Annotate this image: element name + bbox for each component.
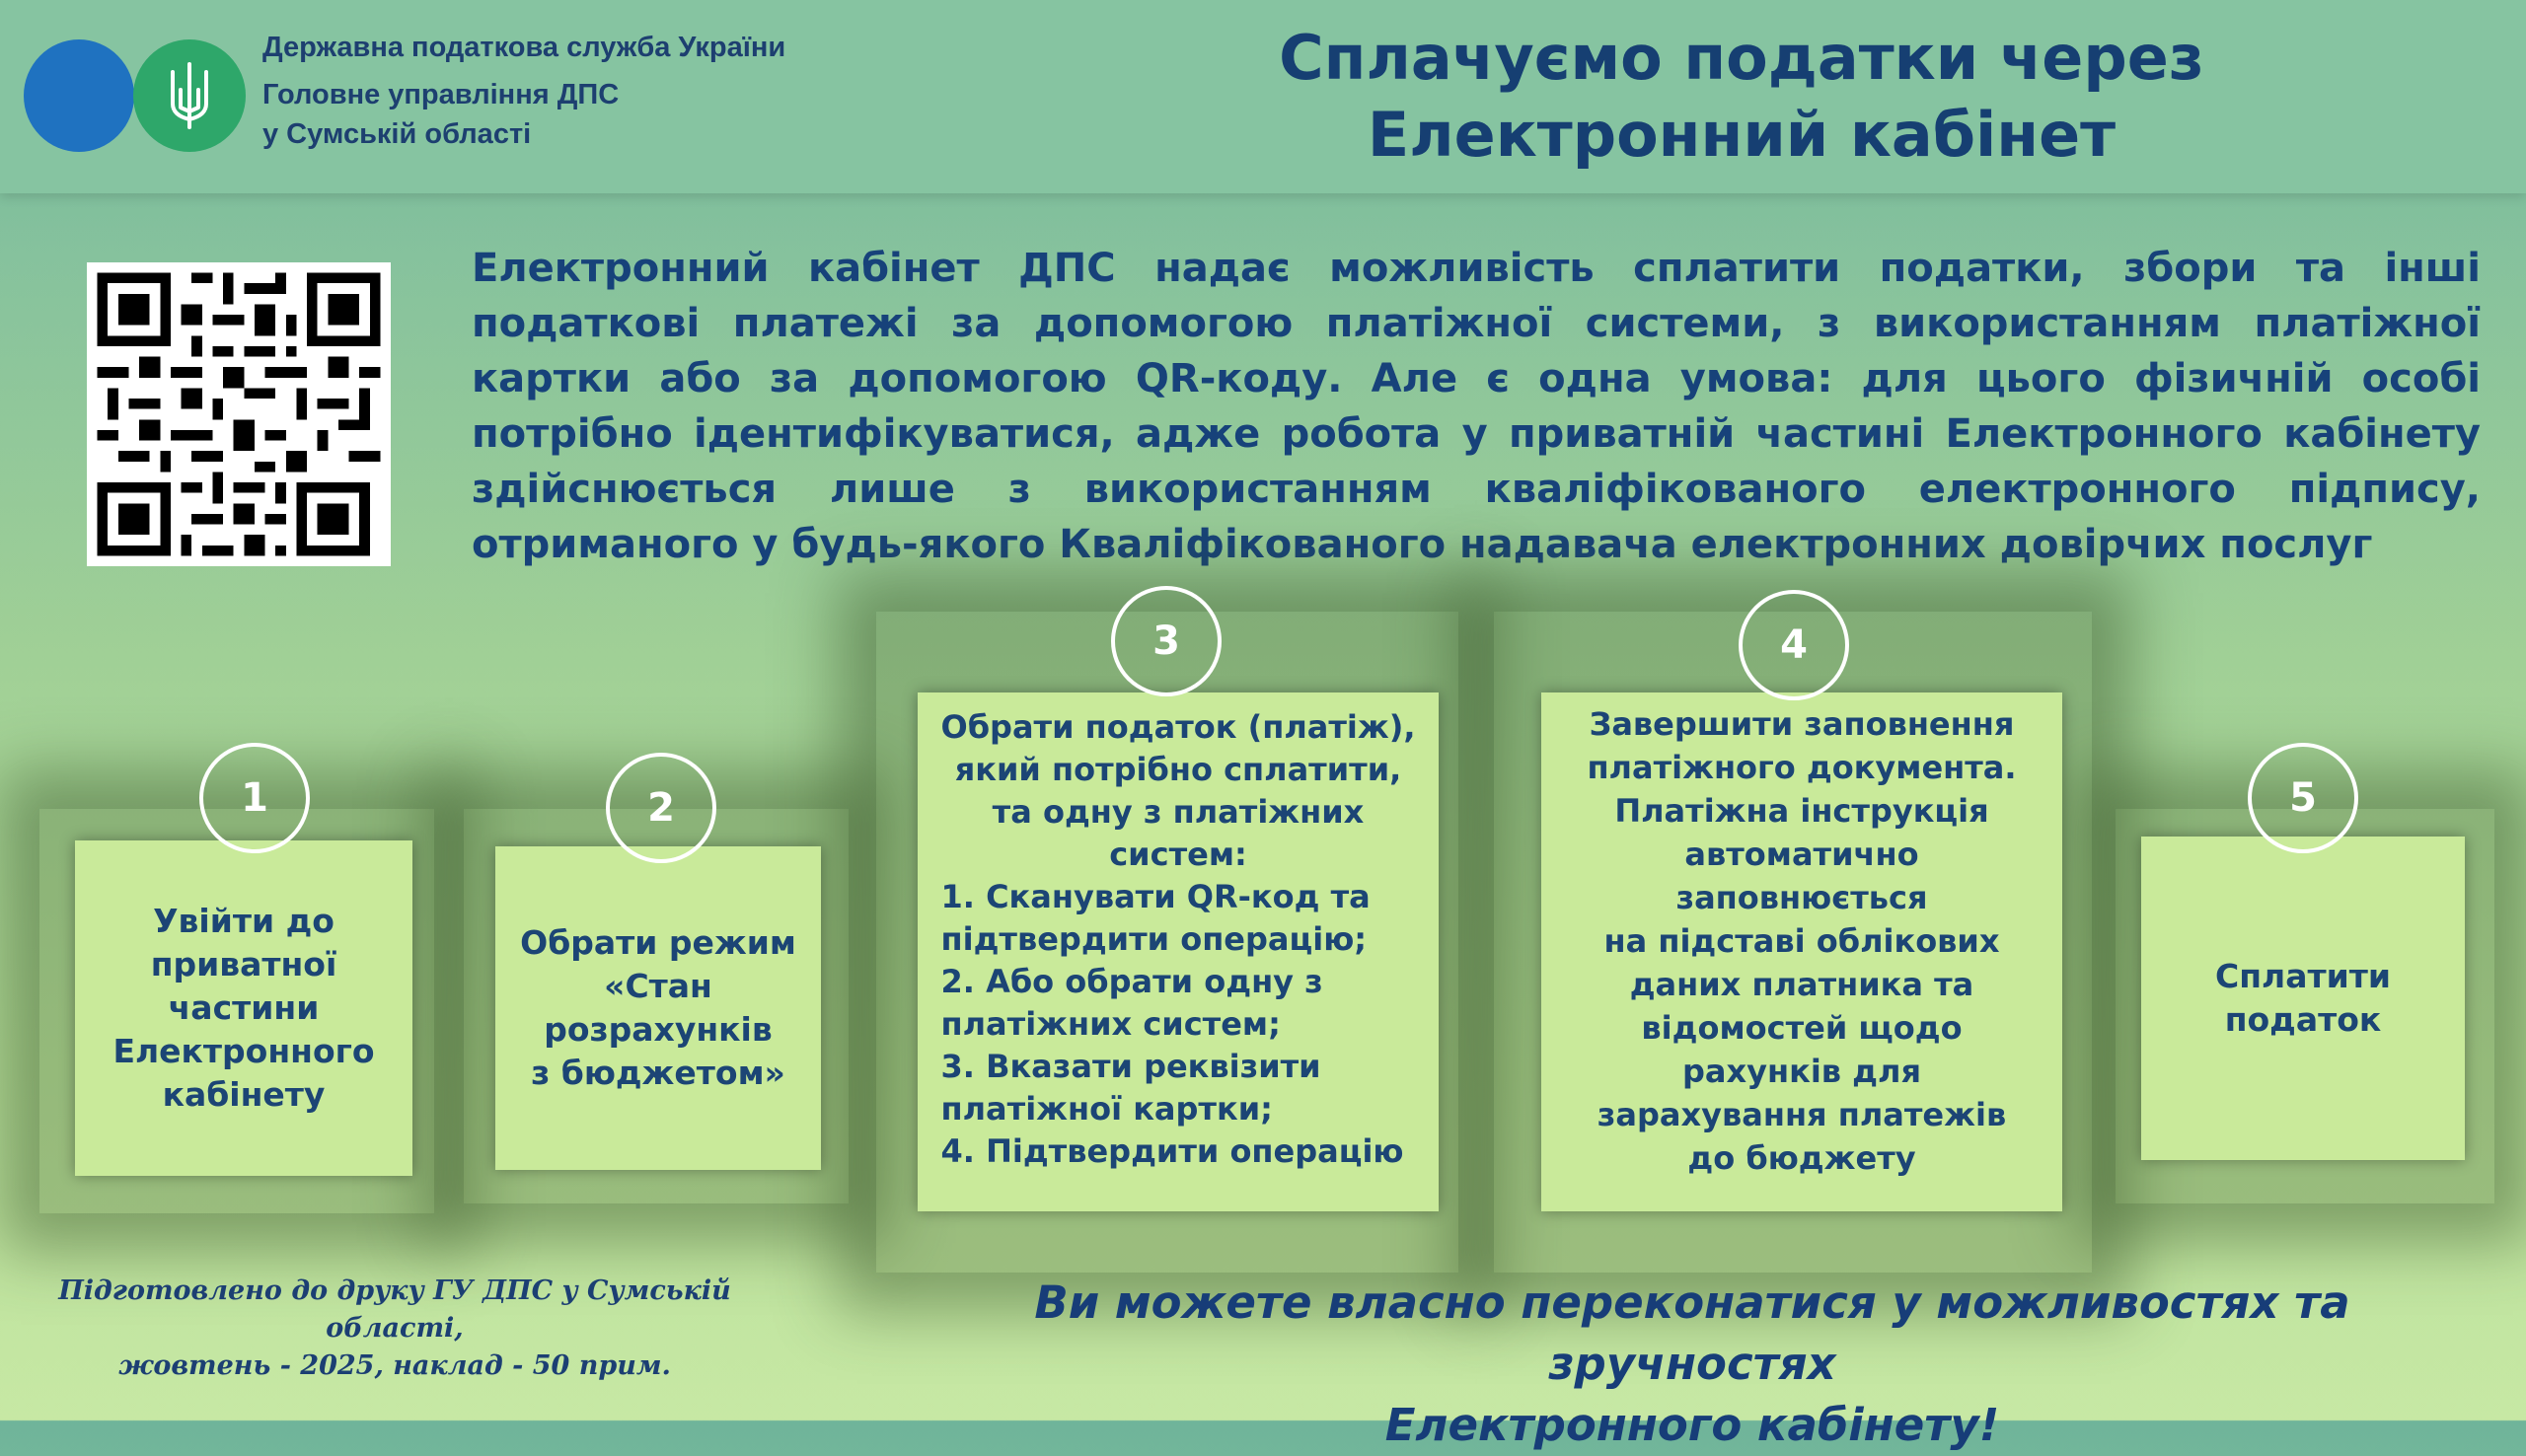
print-info-line: Підготовлено до друку ГУ ДПС у Сумській області, [58,1275,731,1344]
step-text: Обрати режим «Стан розрахунків з бюджетом» [520,923,796,1092]
step-list-item: 1. Сканувати QR-код та підтвердити операцію; [940,878,1371,958]
step-text: Увійти до приватної частини Електронного кабінету [112,902,375,1114]
org-line: Державна податкова служба України [262,32,786,63]
step-number-badge: 3 [1111,586,1222,696]
trident-emblem [133,39,246,152]
title-line: Електронний кабінет [1367,99,2117,171]
closing-line: Ви можете власно переконатися у можливостях та зручностях [1034,1276,2350,1390]
print-info-line: жовтень - 2025, наклад - 50 прим. [118,1350,671,1381]
step-number-badge: 5 [2248,743,2358,853]
step-list-item: 3. Вказати реквізити платіжної картки; [940,1048,1321,1128]
step-text: Завершити заповнення платіжного документа. Платіжна інструкція автоматично заповнюється на підставі облікових даних платника та відомостей щодо рахунків для зарахування платежів до бюджету [1587,705,2017,1177]
step-card-3 [918,692,1439,1211]
step-number-badge: 4 [1739,590,1849,700]
step-list-item: 2. Або обрати одну з платіжних систем; [940,963,1323,1043]
organization-name [262,28,785,154]
step-card-4 [1541,692,2062,1211]
header-banner [0,0,2526,193]
step-card-2 [495,846,821,1170]
page-title [1135,20,2348,174]
step-list-item: 4. Підтвердити операцію [940,1132,1404,1170]
step-number-badge: 1 [199,743,310,853]
step-text: Сплатити податок [2215,957,2391,1039]
org-line: у Сумській області [262,118,532,150]
org-line: Головне управління ДПС [262,79,620,110]
trident-icon [167,60,212,131]
step-card-5 [2141,837,2465,1160]
closing-message [888,1273,2496,1456]
step-number-badge: 2 [606,753,716,863]
print-info [20,1273,770,1385]
step-card-1 [75,840,412,1176]
closing-line: Електронного кабінету! [1384,1399,2000,1451]
tax-service-logo [24,39,134,152]
intro-paragraph: Електронний кабінет ДПС надає можливість сплатити податки, збори та інші податкові платежі за допомогою платіжної системи, з використанням платіжної картки або за допомогою QR-коду. Але є одна умова: для цього фізичній особі потрібно ідентифікуватися, адже робота у приватній частині Електронного кабінету здійснюється лише з використанням кваліфікованого електронного підпису, отриманого у будь-якого Кваліфікованого надавача електронних довірчих послуг [472,246,2481,567]
title-line: Сплачуємо податки через [1279,22,2204,94]
qr-code-icon [87,262,391,566]
step-heading: Обрати податок (платіж), який потрібно сплатити, та одну з платіжних систем: [940,708,1416,873]
